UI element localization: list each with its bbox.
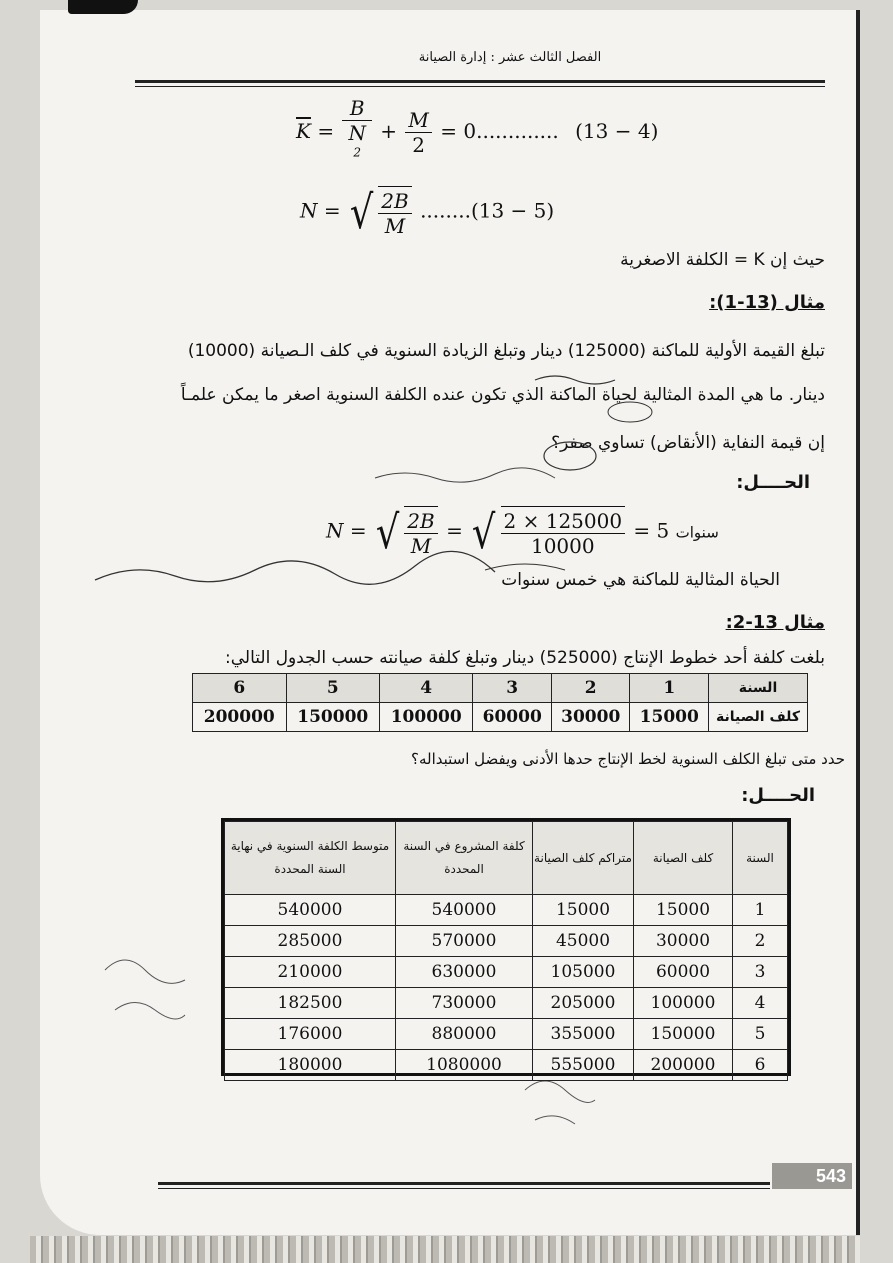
table-cell: 60000 bbox=[634, 957, 733, 988]
column-header: كلف الصيانة bbox=[634, 822, 733, 895]
where-definition: حيث إن K = الكلفة الاصغرية bbox=[620, 250, 825, 270]
example-1-conclusion: الحياة المثالية للماكنة هي خمس سنوات bbox=[501, 570, 780, 590]
table-cell: 730000 bbox=[396, 988, 533, 1019]
table-cell: 150000 bbox=[286, 703, 379, 732]
table-cell: 570000 bbox=[396, 926, 533, 957]
table-cell: 15000 bbox=[533, 895, 634, 926]
table-row bbox=[193, 703, 808, 732]
example-1-line-2: دينار. ما هي المدة المثالية لحياة الماكنة الذي تكون عنده الكلفة السنوية اصغر ما يمكن علمـاً bbox=[180, 385, 825, 405]
table-cell: 880000 bbox=[396, 1019, 533, 1050]
table-cell: كلف الصيانة bbox=[709, 703, 808, 732]
table-cell: 105000 bbox=[533, 957, 634, 988]
table-cell: 3 bbox=[733, 957, 788, 988]
table-row bbox=[225, 926, 788, 957]
table-cell: 205000 bbox=[533, 988, 634, 1019]
table-row bbox=[225, 957, 788, 988]
table-cell: 540000 bbox=[396, 895, 533, 926]
table-cell: 6 bbox=[193, 674, 287, 703]
maintenance-cost-table bbox=[192, 673, 808, 732]
table-cell: 100000 bbox=[379, 703, 472, 732]
table-row bbox=[225, 1019, 788, 1050]
table-cell: 30000 bbox=[551, 703, 630, 732]
scan-edge-noise bbox=[30, 1236, 860, 1263]
annual-cost-table-frame bbox=[221, 818, 791, 1076]
table-cell: 4 bbox=[733, 988, 788, 1019]
page-number: 543 bbox=[772, 1163, 852, 1189]
example-1-heading: مثال (13-1): bbox=[709, 292, 825, 313]
table-cell: 100000 bbox=[634, 988, 733, 1019]
table-row bbox=[225, 988, 788, 1019]
chapter-header: الفصل الثالث عشر : إدارة الصيانة bbox=[418, 50, 602, 65]
table-cell: 355000 bbox=[533, 1019, 634, 1050]
table-cell: 200000 bbox=[193, 703, 287, 732]
table-cell: 1080000 bbox=[396, 1050, 533, 1081]
example-1-line-1: تبلغ القيمة الأولية للماكنة (125000) دينار وتبلغ الزيادة السنوية في كلف الـصيانة (10000) bbox=[187, 341, 825, 361]
table-cell: 15000 bbox=[630, 703, 709, 732]
table-cell: 5 bbox=[286, 674, 379, 703]
footer-rule bbox=[158, 1182, 770, 1185]
table-cell: 210000 bbox=[225, 957, 396, 988]
table-cell: 285000 bbox=[225, 926, 396, 957]
table-row bbox=[225, 1050, 788, 1081]
solution-2-label: الحــــل: bbox=[741, 785, 815, 806]
annual-cost-table bbox=[224, 821, 788, 1081]
table-cell: 6 bbox=[733, 1050, 788, 1081]
table-cell: 200000 bbox=[634, 1050, 733, 1081]
table-cell: 540000 bbox=[225, 895, 396, 926]
table-cell: 2 bbox=[551, 674, 630, 703]
table-cell: 5 bbox=[733, 1019, 788, 1050]
table-header-row bbox=[225, 822, 788, 895]
example-2-question: حدد متى تبلغ الكلف السنوية لخط الإنتاج حدها الأدنى ويفضل استبداله؟ bbox=[411, 750, 845, 768]
table-row bbox=[193, 674, 808, 703]
table-cell: 555000 bbox=[533, 1050, 634, 1081]
footer-rule-thin bbox=[158, 1188, 770, 1189]
formula-13-5: N = √ $\frac{2B}{M}$ ........(13 − 5) bbox=[300, 185, 555, 239]
table-cell: 630000 bbox=[396, 957, 533, 988]
scan-corner-mark bbox=[68, 0, 138, 14]
example-1-line-3: إن قيمة النفاية (الأنقاض) تساوي صفر؟ bbox=[551, 433, 825, 453]
example-1-calculation: N = √ $\frac{2B}{M}$ = √ $\frac{2 \times 125000}{10000}$ = 5 سنوات bbox=[326, 505, 719, 559]
handwriting-annotations bbox=[75, 360, 795, 620]
table-cell: 180000 bbox=[225, 1050, 396, 1081]
table-cell: 45000 bbox=[533, 926, 634, 957]
table-cell: 176000 bbox=[225, 1019, 396, 1050]
table-cell: 1 bbox=[630, 674, 709, 703]
example-2-heading: مثال 13-2: bbox=[725, 612, 825, 633]
table-cell: 150000 bbox=[634, 1019, 733, 1050]
column-header: كلفة المشروع في السنة المحددة bbox=[396, 822, 533, 895]
table-row bbox=[225, 895, 788, 926]
table-cell: 4 bbox=[379, 674, 472, 703]
table-cell: السنة bbox=[709, 674, 808, 703]
table-cell: 15000 bbox=[634, 895, 733, 926]
table-cell: 60000 bbox=[473, 703, 552, 732]
formula-13-4: $\overline{K}$ = B N $^2$ + $\frac{M}{2}$ = 0............. (13 − 4) bbox=[296, 96, 659, 160]
example-2-line-1: بلغت كلفة أحد خطوط الإنتاج (525000) دينار وتبلغ كلفة صيانته حسب الجدول التالي: bbox=[225, 648, 825, 668]
table-cell: 1 bbox=[733, 895, 788, 926]
column-header: متوسط الكلفة السنوية في نهاية السنة المحددة bbox=[225, 822, 396, 895]
column-header: متراكم كلف الصيانة bbox=[533, 822, 634, 895]
column-header: السنة bbox=[733, 822, 788, 895]
table-cell: 30000 bbox=[634, 926, 733, 957]
table-cell: 2 bbox=[733, 926, 788, 957]
table-cell: 3 bbox=[473, 674, 552, 703]
header-rule-thin bbox=[135, 86, 825, 87]
header-rule bbox=[135, 80, 825, 83]
table-cell: 182500 bbox=[225, 988, 396, 1019]
solution-1-label: الحــــل: bbox=[736, 472, 810, 493]
